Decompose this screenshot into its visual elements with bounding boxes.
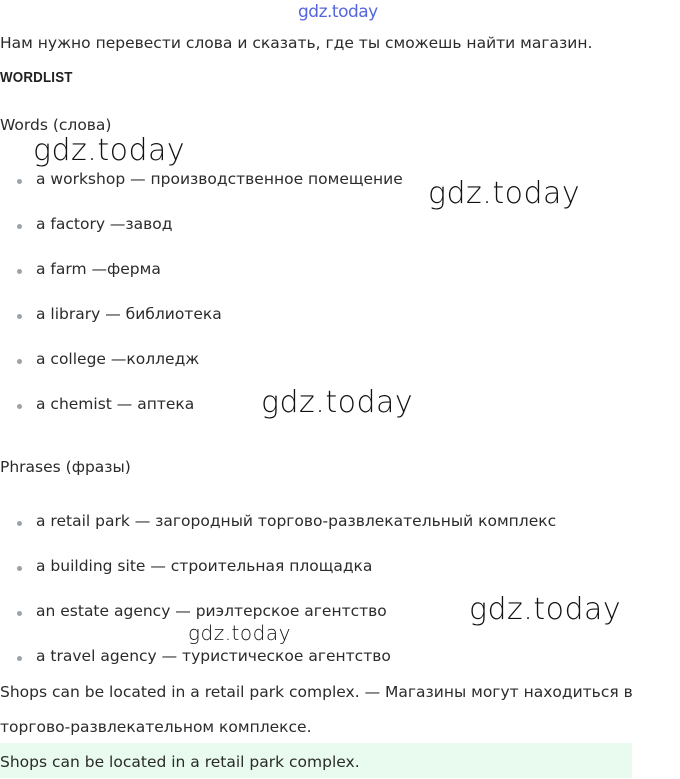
list-item: a chemist — аптека: [0, 397, 403, 442]
watermark: gdz.today: [188, 621, 291, 645]
list-item: a building site — строительная площадка: [0, 559, 556, 604]
words-section-label: Words (слова): [0, 116, 112, 134]
answer-box: [0, 743, 632, 778]
watermark: gdz.today: [428, 176, 581, 211]
list-item: a library — библиотека: [0, 307, 403, 352]
phrases-section-label: Phrases (фразы): [0, 458, 131, 476]
list-item: a college —колледж: [0, 352, 403, 397]
watermark: gdz.today: [261, 385, 414, 420]
list-item: a factory —завод: [0, 217, 403, 262]
translation-line-2: торгово-развлекательном комплексе.: [0, 718, 312, 736]
translation-line-1: Shops can be located in a retail park complex. — Магазины могут находиться в: [0, 683, 633, 701]
list-item: a farm —ферма: [0, 262, 403, 307]
list-item: a retail park — загородный торгово-развлекательный комплекс: [0, 514, 556, 559]
list-item: an estate agency — риэлтерское агентство: [0, 604, 556, 649]
answer-text: Shops can be located in a retail park complex.: [0, 753, 360, 771]
wordlist-heading: WORDLIST: [0, 70, 73, 86]
watermark: gdz.today: [469, 592, 622, 627]
intro-text: Нам нужно перевести слова и сказать, где ты сможешь найти магазин.: [0, 34, 593, 52]
watermark: gdz.today: [33, 133, 186, 168]
watermark-top: gdz.today: [298, 2, 378, 22]
list-item: a travel agency — туристическое агентство: [0, 649, 556, 694]
list-item: a workshop — производственное помещение: [0, 172, 403, 217]
